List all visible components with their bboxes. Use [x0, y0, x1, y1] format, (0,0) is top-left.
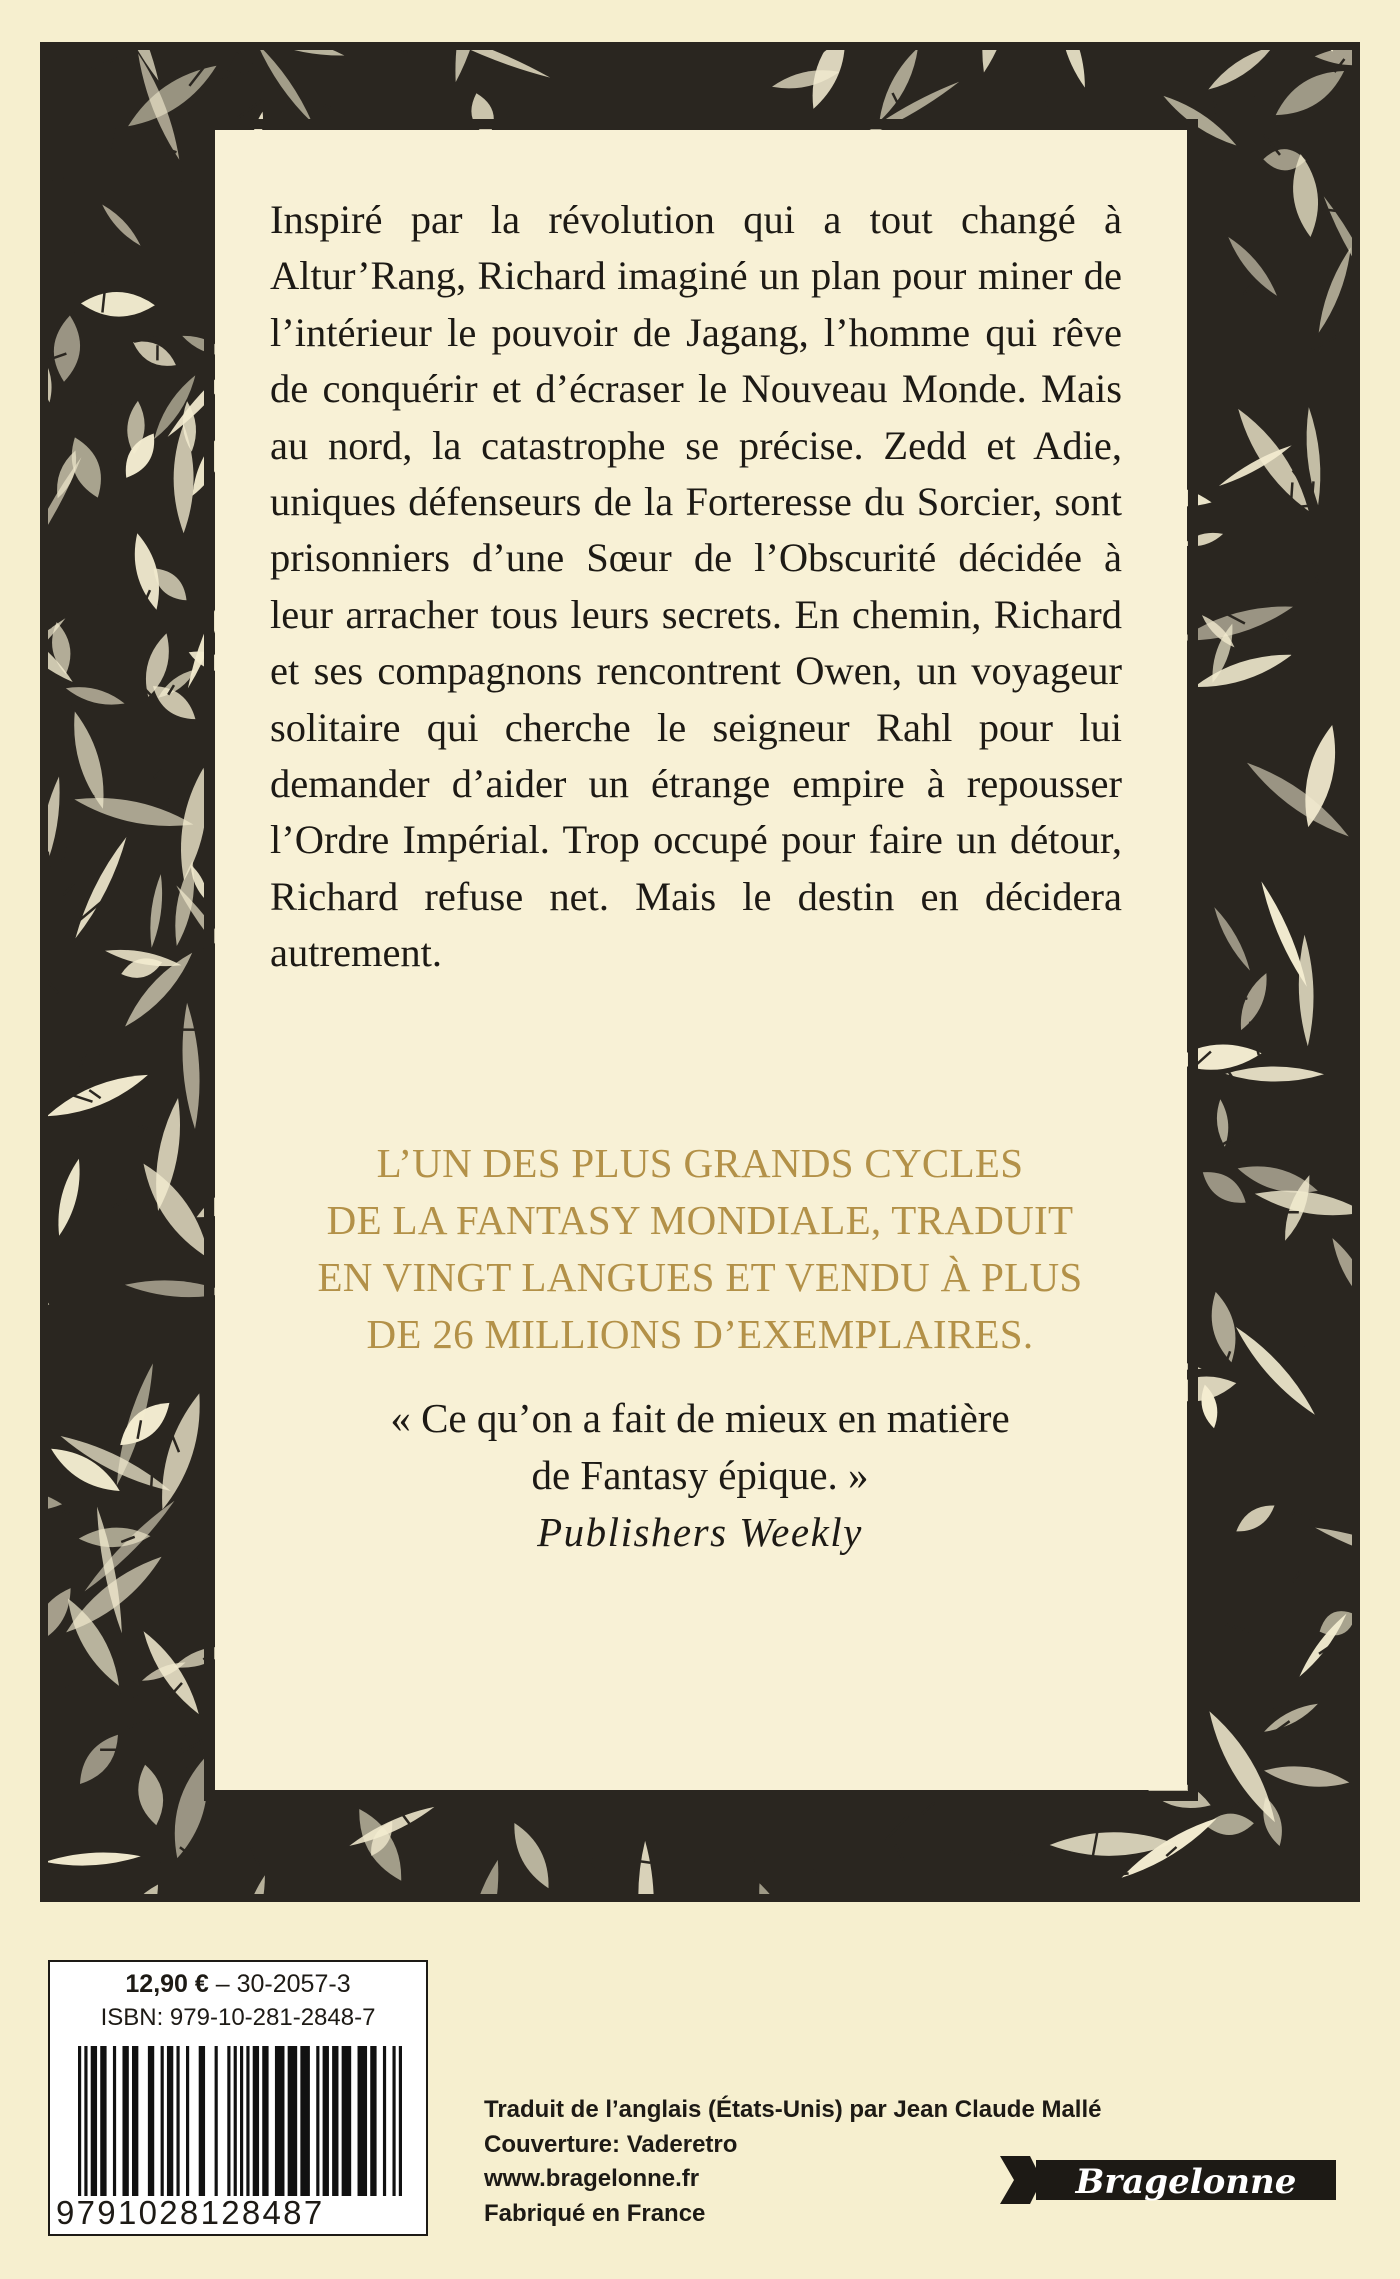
barcode-bar [78, 2046, 81, 2196]
tagline-line: DE LA FANTASY MONDIALE, TRADUIT [326, 1197, 1074, 1243]
barcode-bar [246, 2046, 249, 2196]
quote-line: « Ce qu’on a fait de mieux en matière [390, 1395, 1010, 1441]
svg-text:Bragelonne: Bragelonne [1075, 2162, 1297, 2202]
barcode-bar [323, 2046, 329, 2196]
tagline [250, 1135, 1150, 1363]
barcode-bar [240, 2046, 243, 2196]
barcode-bar [399, 2046, 402, 2196]
tagline-line: DE 26 MILLIONS D’EXEMPLAIRES. [366, 1311, 1034, 1357]
barcode-bar [215, 2046, 218, 2196]
barcode-bars [78, 2046, 402, 2196]
barcode-bar [358, 2046, 368, 2196]
barcode-bar [122, 2046, 128, 2196]
barcode-bar [176, 2046, 179, 2196]
barcode-bar [332, 2046, 338, 2196]
tagline-line: EN VINGT LANGUES ET VENDU À PLUS [317, 1254, 1083, 1300]
barcode-bar [288, 2046, 298, 2196]
barcode-bar [262, 2046, 268, 2196]
website: www.bragelonne.fr [484, 2165, 700, 2192]
barcode-bar [227, 2046, 230, 2196]
quote-line: de Fantasy épique. » [531, 1452, 869, 1498]
barcode-bar [383, 2046, 386, 2196]
isbn: ISBN: 979-10-281-2848-7 [100, 2004, 376, 2031]
tagline-line: L’UN DES PLUS GRANDS CYCLES [376, 1140, 1024, 1186]
barcode-bar [370, 2046, 376, 2196]
translation-credit: Traduit de l’anglais (États-Unis) par Jean Claude Mallé [484, 2096, 1102, 2123]
barcode-bar [161, 2046, 164, 2196]
barcode-bar [148, 2046, 154, 2196]
barcode-bar [392, 2046, 395, 2196]
barcode-bar [300, 2046, 310, 2196]
ean-digits: 9791028128487 [56, 2194, 325, 2231]
barcode-bar [132, 2046, 138, 2196]
made-in: Fabriqué en France [484, 2199, 706, 2227]
barcode-bar [234, 2046, 237, 2196]
barcode-bar [84, 2046, 87, 2196]
barcode-bar [275, 2046, 285, 2196]
barcode-box [48, 1960, 428, 2236]
barcode-bar [113, 2046, 116, 2196]
product-code: – 30-2057-3 [215, 1970, 351, 1998]
barcode-bar [186, 2046, 189, 2196]
barcode-bar [100, 2046, 106, 2196]
price: 12,90 € [125, 1970, 209, 1998]
barcode-bar [316, 2046, 319, 2196]
quote-source: Publishers Weekly [537, 1509, 863, 1555]
barcode-bar [342, 2046, 352, 2196]
barcode-bar [167, 2046, 173, 2196]
review-quote [250, 1390, 1150, 1561]
barcode-bar [199, 2046, 205, 2196]
bragelonne-logo [1000, 2150, 1350, 2210]
barcode-bar [253, 2046, 259, 2196]
cover-credit: Couverture: Vaderetro [484, 2130, 738, 2158]
price-line [50, 1970, 426, 1999]
barcode-bar [91, 2046, 97, 2196]
summary-text: Inspiré par la révolution qui a tout changé à Altur’Rang, Richard imaginé un plan pour miner de l’intérieur le pouvoir de Jagang, l’homme qui rêve de conquérir et d’écraser le Nouveau Monde. Mais au nord, la catastrophe se précise. Zedd et Adie, uniques défenseurs de la Forteresse du Sorcier, sont prisonniers d’une Sœur de l’Obscurité décidée à leur arracher tous leurs secrets. En chemin, Richard et ses compagnons rencontrent Owen, un voyageur solitaire qui cherche le seigneur Rahl pour lui demander d’aider un étrange empire à repousser l’Ordre Impérial. Trop occupé pour faire un détour, Richard refuse net. Mais le destin en décidera autrement. [270, 197, 1122, 976]
